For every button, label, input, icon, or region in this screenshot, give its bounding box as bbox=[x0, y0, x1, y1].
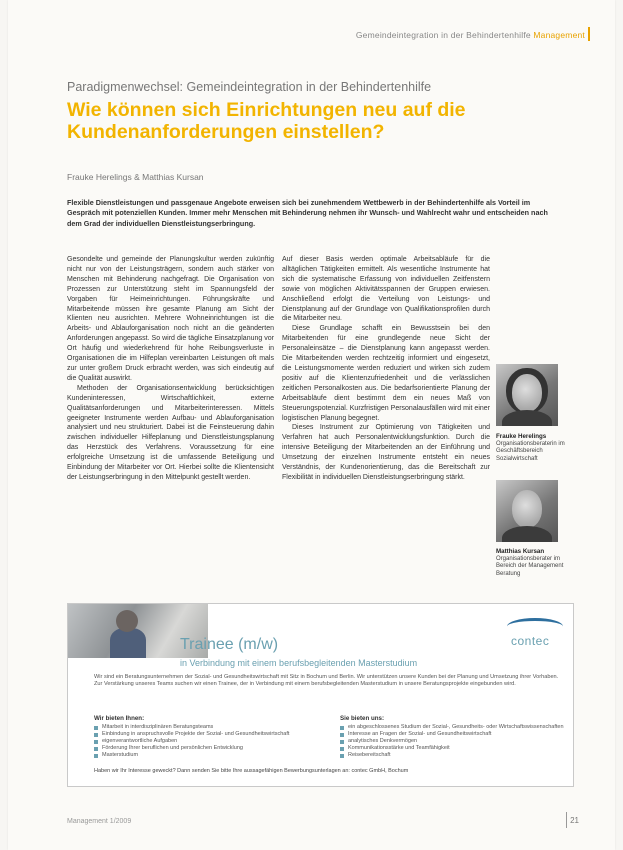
ad-subtitle: in Verbindung mit einem berufsbegleitenden Masterstudium bbox=[180, 658, 418, 668]
column-1 bbox=[67, 255, 274, 483]
author-role: Organisationsberater im Bereich der Management Beratung bbox=[496, 555, 564, 577]
ad-right-heading: Sie bieten uns: bbox=[340, 715, 385, 722]
paragraph: Gesondelte und gemeinde der Planungskultur werden zukünftig nicht nur von der Leistungsträgern, sondern auch stärker von Menschen mit Behinderung nachgefragt. Die Organisation von Prozessen zur Unterstützung steht im Spannungsfeld der Vorgaben für Heimeinrichtungen. Führungskräfte und Mitarbeitende müssen ihre gesamte Planung am Sicht der Klienten neu ausrichten. Mehrere Wohneinrichtungen ist die Arbeits- und Ablauforganisation noch nicht an die geänderten Anforderungen angepasst. So wird die tägliche Einsatzplanung vor Ort häufig und wiederkehrend für hohe Reibungsverluste in Organisationen die im Hilfeplan vereinbarten Leistungen oft mals zur unter großem Druck erbracht werden, was sich eindeutig auf die Qualität auswirkt. bbox=[67, 256, 274, 382]
author-photo-herelings bbox=[496, 364, 558, 426]
list-item: analytisches Denkvermögen bbox=[340, 738, 565, 745]
list-item: Reisebereitschaft bbox=[340, 752, 565, 759]
ad-left-heading: Wir bieten Ihnen: bbox=[94, 715, 145, 722]
paragraph: Diese Grundlage schafft ein Bewusstsein bei den Mitarbeitenden für eine grundlegende neue Sicht der Personaleinsätze – die Dienstplanung kann angepasst werden. Die Mitarbeitenden werden rechtzeitig informiert und eingesetzt, die Leistungsmomente werden reduziert und wirken sich zudem positiv auf die Klientenzufriedenheit und die verlässlichen zeitlichen Personalkosten aus. Die bedarfsorientierte Planung der Arbeitsabläufe dient bestimmt dem ein neues Maß von Steuerungspotenzial. Kurzfristigen Personalausfällen wird mit einer logistischen Planung begegnet. bbox=[282, 325, 490, 422]
page-number: 21 bbox=[570, 816, 579, 825]
ad-left-list bbox=[94, 724, 324, 759]
article-kicker: Paradigmenwechsel: Gemeindeintegration in der Behindertenhilfe bbox=[67, 80, 432, 94]
author-photo-kursan bbox=[496, 480, 558, 542]
article-title: Wie können sich Einrichtungen neu auf die Kundenanforderungen einstellen? bbox=[67, 99, 466, 143]
ad-title: Trainee (m/w) bbox=[180, 636, 279, 653]
article-authors: Frauke Herelings & Matthias Kursan bbox=[67, 172, 204, 182]
logo-text: contec bbox=[511, 634, 550, 648]
author-caption-2 bbox=[496, 548, 566, 578]
ad-footer: Haben wir Ihr Interesse geweckt? Dann senden Sie bitte Ihre aussagefähigen Bewerbungsunterlagen an: contec GmbH, Bochum bbox=[94, 768, 409, 774]
list-item: Mitarbeit in interdisziplinären Beratungsteams bbox=[94, 724, 324, 731]
ad-right-list bbox=[340, 724, 565, 759]
list-item: Förderung Ihrer beruflichen und persönlichen Entwicklung bbox=[94, 745, 324, 752]
paragraph: Auf dieser Basis werden optimale Arbeitsabläufe für die alltäglichen Tätigkeiten ermittelt. Als wesentliche Instrumente hat sich die systematische Erfassung von individuellen Zeitfenstern sowie von möglichen Aktivitätsspannen der Gruppen erwiesen. Anschließend erfolgt die Verteilung von Leistungs- und Dienstplanung auf der Grundlage von Qualifikationsprofilen durch die Mitarbeiter neu. bbox=[282, 256, 490, 323]
list-item: Kommunikationsstärke und Teamfähigkeit bbox=[340, 745, 565, 752]
header-section: Gemeindeintegration in der Behindertenhilfe bbox=[355, 30, 531, 40]
author-caption-1 bbox=[496, 433, 566, 463]
running-header bbox=[356, 30, 585, 40]
paragraph: Dieses Instrument zur Optimierung von Tätigkeiten und Verfahren hat auch Personalentwicklungsfunktion. Durch die intensive Beteiligung der Mitarbeitenden an der Einführung und Umsetzung der einzelnen Instrumente entsteht ein neues Verständnis, der Kundenorientierung, das die Bereitschaft zur Flexibilität in individuellen Dienstleistungserbringung stärkt. bbox=[282, 424, 490, 481]
contec-logo bbox=[505, 616, 567, 652]
column-2 bbox=[282, 255, 490, 483]
list-item: eigenverantwortliche Aufgaben bbox=[94, 738, 324, 745]
paragraph: Methoden der Organisationsentwicklung berücksichtigen Kundeninteressen, Wirtschaftlichkeit, externe Qualitätsanforderungen und Mitarbeiterinteressen. Mittels geeigneter Instrumente werden Aufbau- und Ablauforganisation analysiert und neu strukturiert. Dabei ist die Feinsteuerung dahin zwischen individueller Hilfeplanung und Dienstleistungsplanung das Herzstück des Verfahrens. Voraussetzung für eine erfolgreiche Umsetzung ist die umfassende Beteiligung und Einbindung der Mitarbeiter vor Ort. Hierbei sollte die Klientensicht der Leistungserbringung in den Mittelpunkt gestellt werden. bbox=[67, 384, 274, 481]
list-item: ein abgeschlossenes Studium der Sozial-, Gesundheits- oder Wirtschaftswissenschaften bbox=[340, 724, 565, 731]
footer-issue: Management 1/2009 bbox=[67, 818, 132, 825]
author-role: Organisationsberaterin im Geschäftsbereich Sozialwirtschaft bbox=[496, 440, 565, 462]
list-item: Einbindung in anspruchsvolle Projekte der Sozial- und Gesundheitswirtschaft bbox=[94, 731, 324, 738]
job-advertisement bbox=[67, 603, 574, 787]
ad-intro: Wir sind ein Beratungsunternehmen der Sozial- und Gesundheitswirtschaft mit Sitz in Bochum und Berlin. Wir unterstützen unsere Kunden bei der Planung und Umsetzung ihrer Vorhaben. Zur Verstärkung unseres Teams suchen wir einen Trainee, der in Verbindung mit einem berufsbegleitenden Masterstudium in unsere Beratungsprojekte eingebunden wird. bbox=[94, 674, 559, 687]
list-item: Masterstudium bbox=[94, 752, 324, 759]
author-name: Frauke Herelings bbox=[496, 433, 547, 440]
footer-bar bbox=[566, 812, 568, 828]
header-tag: Management bbox=[533, 30, 585, 40]
list-item: Interesse an Fragen der Sozial- und Gesundheitswirtschaft bbox=[340, 731, 565, 738]
article-lead: Flexible Dienstleistungen und passgenaue Angebote erweisen sich bei zunehmendem Wettbewerb in der Behindertenhilfe als Vorteil im Gespräch mit potenziellen Kunden. Immer mehr Menschen mit Behinderung nehmen ihr Wunsch- und Wahlrecht wahr und entscheiden nach dem Grad der individuellen Dienstleistungserbringung. bbox=[67, 198, 548, 228]
author-name: Matthias Kursan bbox=[496, 548, 545, 555]
header-bar bbox=[588, 27, 590, 41]
